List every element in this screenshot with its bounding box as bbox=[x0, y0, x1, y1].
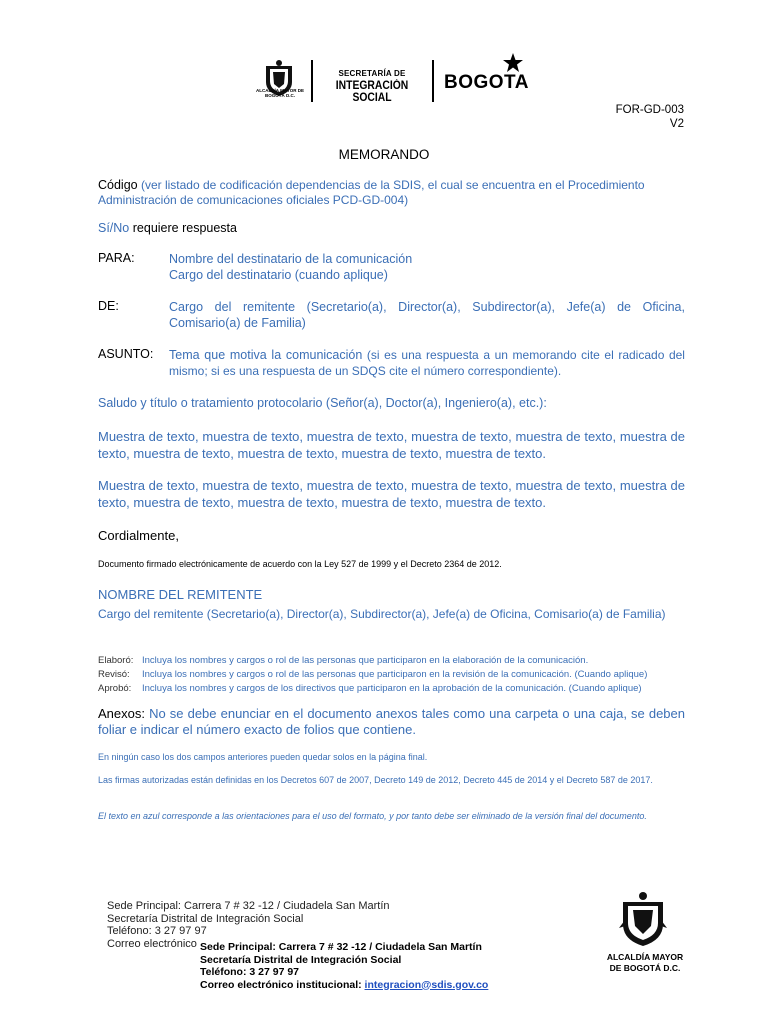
footer-ghost-phone: Teléfono: 3 27 97 97 bbox=[107, 925, 207, 937]
para-value bbox=[169, 251, 685, 283]
role-label: Revisó: bbox=[98, 669, 130, 680]
footer-email-link[interactable]: integracion@sdis.gov.co bbox=[364, 978, 489, 991]
bogota-star-icon bbox=[502, 52, 524, 74]
codigo-paragraph bbox=[98, 178, 685, 207]
firma-note: Documento firmado electrónicamente de acuerdo con la Ley 527 de 1999 y el Decreto 2364 de 2012. bbox=[98, 559, 502, 569]
role-row-aprobo bbox=[98, 683, 642, 696]
remitente-cargo: Cargo del remitente (Secretario(a), Director(a), Subdirector(a), Jefe(a) de Oficina, Comisario(a) de Familia) bbox=[98, 607, 666, 621]
footer-info bbox=[200, 941, 488, 991]
role-label: Elaboró: bbox=[98, 655, 134, 666]
note-campos: En ningún caso los dos campos anteriores pueden quedar solos en la página final. bbox=[98, 752, 428, 762]
remitente-name: NOMBRE DEL REMITENTE bbox=[98, 587, 263, 602]
de-value: Cargo del remitente (Secretario(a), Director(a), Subdirector(a), Jefe(a) de Oficina, Comisario(a) de Familia) bbox=[169, 300, 685, 330]
form-version: V2 bbox=[669, 118, 684, 130]
bogota-crest-icon bbox=[619, 890, 667, 950]
destinatario-cargo: Cargo del destinatario (cuando aplique) bbox=[169, 268, 388, 282]
destinatario-name: Nombre del destinatario de la comunicación bbox=[169, 252, 413, 266]
respuesta-line bbox=[98, 221, 685, 237]
footer-crest-caption-2: DE BOGOTÁ D.C. bbox=[609, 962, 681, 973]
note-firmas: Las firmas autorizadas están definidas en los Decretos 607 de 2007, Decreto 149 de 2012, Decreto 445 de 2014 y el Decreto 587 de 2017. bbox=[98, 775, 653, 785]
crest-caption: ALCALDÍA MAYOR DE BOGOTÁ D.C. bbox=[256, 88, 304, 98]
role-text: Incluya los nombres y cargos de los directivos que participaron en la aprobación de la comunicación. (Cuando aplique) bbox=[142, 683, 642, 694]
footer-address: Sede Principal: Carrera 7 # 32 -12 / Ciudadela San Martín bbox=[200, 941, 482, 953]
role-row-reviso bbox=[98, 669, 647, 682]
note-texto-azul: El texto en azul corresponde a las orientaciones para el uso del formato, y por tanto debe ser eliminado de la versión final del documento. bbox=[98, 811, 647, 821]
codigo-note: (ver listado de codificación dependencias de la SDIS, el cual se encuentra en el Procedimiento Administración de comunicaciones oficiales PCD-GD-004) bbox=[98, 178, 645, 207]
header-divider bbox=[311, 60, 313, 102]
form-code-id: FOR-GD-003 bbox=[615, 104, 684, 116]
asunto-value bbox=[169, 347, 685, 379]
footer-ghost-email-label: Correo electrónico bbox=[107, 937, 197, 950]
closing-line: Cordialmente, bbox=[98, 528, 179, 543]
anexos-paragraph bbox=[98, 706, 685, 738]
footer-ghost-secretaria: Secretaría Distrital de Integración Social bbox=[107, 912, 304, 925]
codigo-label: Código bbox=[98, 178, 138, 192]
asunto-label: ASUNTO: bbox=[98, 347, 154, 361]
bogota-logo: BOGOTA bbox=[444, 72, 529, 93]
anexos-label: Anexos: bbox=[98, 706, 145, 721]
anexos-text: No se debe enunciar en el documento anexos tales como una carpeta o una caja, se deben foliar e indicar el número exacto de folios que contiene. bbox=[98, 706, 685, 737]
de-label: DE: bbox=[98, 299, 119, 313]
saludo-line: Saludo y título o tratamiento protocolario (Señor(a), Doctor(a), Ingeniero(a), etc.): bbox=[98, 396, 547, 410]
footer-crest-caption bbox=[597, 952, 693, 973]
footer-phone: Teléfono: 3 27 97 97 bbox=[200, 966, 300, 978]
document-title: MEMORANDO bbox=[338, 147, 430, 162]
role-row-elaboro bbox=[98, 655, 588, 668]
secretaria-logo-line2: INTEGRACIÓN SOCIAL bbox=[335, 80, 409, 104]
asunto-note: (si es una respuesta a un memorando cite el radicado del mismo; si es una respuesta de un SDQS cite el número correspondiente). bbox=[169, 348, 685, 378]
body-paragraph-2: Muestra de texto, muestra de texto, muestra de texto, muestra de texto, muestra de texto, muestra de texto, muestra de texto, muestra de texto, muestra de texto, muestra de texto. bbox=[98, 478, 685, 510]
header-divider bbox=[432, 60, 434, 102]
footer-secretaria: Secretaría Distrital de Integración Social bbox=[200, 953, 402, 966]
body-paragraph-1: Muestra de texto, muestra de texto, muestra de texto, muestra de texto, muestra de texto, muestra de texto, muestra de texto, muestra de texto, muestra de texto, muestra de texto. bbox=[98, 429, 685, 461]
footer-crest-caption-1: ALCALDÍA MAYOR bbox=[606, 952, 684, 962]
respuesta-option: Sí/No bbox=[98, 221, 130, 235]
footer-email-line bbox=[200, 979, 488, 992]
respuesta-text: requiere respuesta bbox=[132, 221, 237, 235]
para-label: PARA: bbox=[98, 251, 135, 265]
role-text: Incluya los nombres y cargos o rol de las personas que participaron en la revisión de la comunicación. (Cuando aplique) bbox=[142, 669, 648, 680]
footer-email-label: Correo electrónico institucional: bbox=[200, 978, 362, 991]
footer-ghost-address: Sede Principal: Carrera 7 # 32 -12 / Ciudadela San Martín bbox=[107, 900, 390, 912]
role-label: Aprobó: bbox=[98, 683, 132, 694]
form-code bbox=[616, 103, 684, 131]
secretaria-logo-line1: SECRETARÍA DE bbox=[338, 69, 406, 78]
asunto-topic: Tema que motiva la comunicación bbox=[169, 348, 363, 362]
role-text: Incluya los nombres y cargos o rol de las personas que participaron en la elaboración de la comunicación. bbox=[142, 655, 589, 666]
